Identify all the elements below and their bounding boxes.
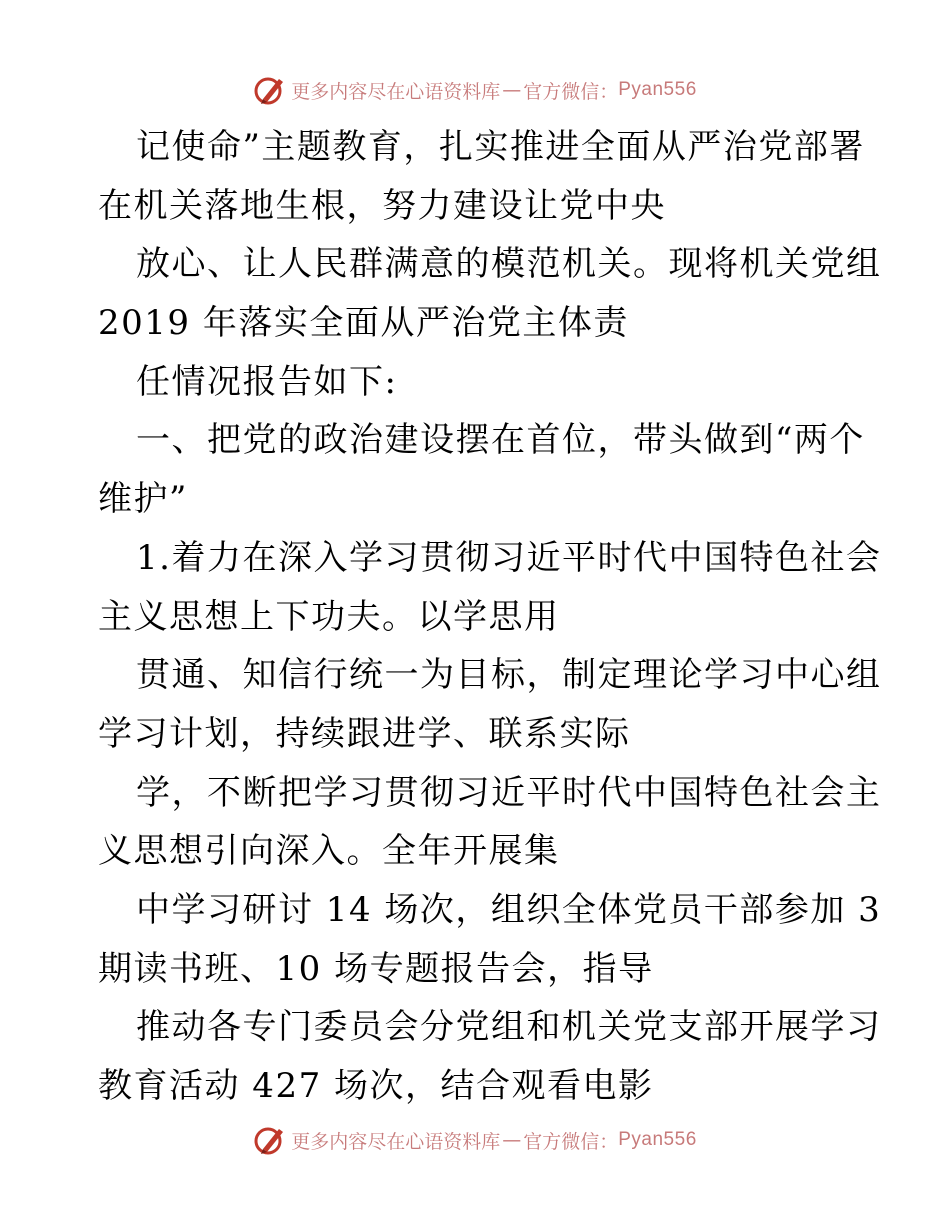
text-line: 推动各专门委员会分党组和机关党支部开展学习 [136,1007,882,1048]
header-banner-official: 官方微信： [523,80,619,103]
text-line: 义思想引向深入。全年开展集 [98,831,560,872]
text-line: 任情况报告如下: [136,361,398,402]
pen-logo-icon [253,73,287,107]
text-line: 维护” [98,479,188,520]
text-line: 1.着力在深入学习贯彻习近平时代中国特色社会 [136,537,882,578]
footer-banner [0,1120,950,1160]
text-line: 记使命”主题教育，扎实推进全面从严治党部署 [136,127,865,167]
header-banner-separator: — [502,79,522,101]
text-line: 在机关落地生根，努力建设让党中央 [98,185,666,226]
header-banner-text: 更多内容尽在心语资料库 [291,80,501,103]
text-line: 期读书班、10 场专题报告会，指导 [98,948,654,989]
text-line: 学，不断把学习贯彻习近平时代中国特色社会主 [136,772,882,813]
text-line: 中学习研讨 14 场次，组织全体党员干部参加 3 [136,889,882,930]
footer-banner-id: Pyan556 [618,1129,697,1150]
footer-banner-text: 更多内容尽在心语资料库 [291,1130,501,1153]
footer-banner-separator: — [502,1129,522,1151]
text-line: 主义思想上下功夫。以学思用 [98,596,560,637]
text-line: 放心、让人民群满意的模范机关。现将机关党组 [136,244,882,285]
text-line: 一、把党的政治建设摆在首位，带头做到“两个 [136,420,865,461]
footer-banner-official: 官方微信： [523,1130,619,1153]
pen-logo-icon [253,1123,287,1157]
text-line: 2019 年落实全面从严治党主体责 [98,303,629,344]
header-banner-id: Pyan556 [618,79,697,100]
header-banner [0,70,950,110]
text-line: 学习计划，持续跟进学、联系实际 [98,713,631,754]
text-line: 贯通、知信行统一为目标，制定理论学习中心组 [136,655,882,696]
text-line: 教育活动 427 场次，结合观看电影 [98,1066,654,1106]
document-body [98,118,882,1116]
